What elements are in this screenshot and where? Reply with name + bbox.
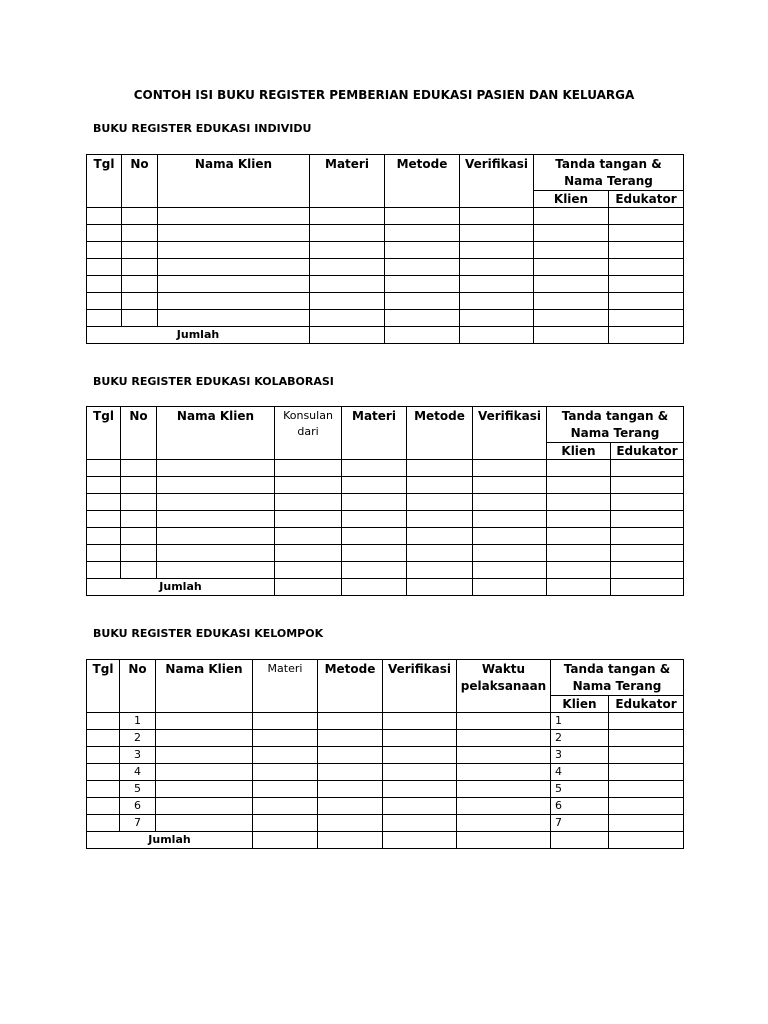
document-title: CONTOH ISI BUKU REGISTER PEMBERIAN EDUKASI PASIEN DAN KELUARGA [133,88,635,102]
table-cell[interactable] [609,259,684,276]
table-cell[interactable] [318,747,383,764]
table-cell[interactable] [385,327,460,344]
table-cell[interactable] [87,562,121,579]
header-nama-klien: Nama Klien [157,407,275,460]
table-cell[interactable] [253,730,318,747]
table-cell[interactable] [253,764,318,781]
header-tgl: Tgl [87,660,120,713]
table-cell[interactable] [473,460,547,477]
table-cell[interactable] [342,477,407,494]
header-materi: Materi [253,660,318,713]
table-cell[interactable] [609,832,684,849]
table-cell[interactable] [318,815,383,832]
table-cell[interactable] [275,545,342,562]
table-cell[interactable] [157,494,275,511]
header-edukator: Edukator [609,696,684,713]
table-row [87,494,684,511]
klien-number: 3 [551,747,609,764]
table-cell[interactable] [534,225,609,242]
table-row [87,208,684,225]
header-verifikasi: Verifikasi [473,407,547,460]
header-no: No [122,155,158,208]
table-cell[interactable] [275,562,342,579]
header-klien: Klien [547,443,611,460]
table-cell[interactable] [87,798,120,815]
table-cell[interactable] [460,242,534,259]
header-metode: Metode [318,660,383,713]
table-cell[interactable] [275,528,342,545]
table-cell[interactable] [87,730,120,747]
table-cell[interactable] [87,477,121,494]
table-cell[interactable] [609,815,684,832]
table-cell[interactable] [609,730,684,747]
table-cell[interactable] [385,225,460,242]
table-cell[interactable] [318,781,383,798]
table-cell[interactable] [460,327,534,344]
row-number: 5 [120,781,156,798]
table-cell[interactable] [609,713,684,730]
table-cell[interactable] [385,208,460,225]
table-cell[interactable] [87,208,122,225]
klien-number: 6 [551,798,609,815]
table-cell[interactable] [310,259,385,276]
table-cell[interactable] [122,293,158,310]
table-cell[interactable] [157,477,275,494]
table-cell[interactable] [87,545,121,562]
table-cell[interactable] [534,259,609,276]
table-cell[interactable] [457,781,551,798]
table-cell[interactable] [156,815,253,832]
table-cell[interactable] [457,764,551,781]
table-kelompok-body [87,713,684,849]
table-cell[interactable] [158,259,310,276]
table-cell[interactable] [611,562,684,579]
table-cell[interactable] [547,562,611,579]
header-edukator: Edukator [609,191,684,208]
table-cell[interactable] [156,781,253,798]
table-row [87,815,684,832]
table-cell[interactable] [383,747,457,764]
table-cell[interactable] [318,730,383,747]
table-cell[interactable] [318,798,383,815]
table-cell[interactable] [460,225,534,242]
table-cell[interactable] [87,815,120,832]
header-klien: Klien [534,191,609,208]
table-cell[interactable] [385,259,460,276]
table-cell[interactable] [121,511,157,528]
klien-number: 4 [551,764,609,781]
header-edukator: Edukator [611,443,684,460]
table-cell[interactable] [383,713,457,730]
table-cell[interactable] [534,242,609,259]
table-cell[interactable] [611,528,684,545]
table-cell[interactable] [407,494,473,511]
table-cell[interactable] [383,798,457,815]
table-cell[interactable] [342,579,407,596]
table-cell[interactable] [460,208,534,225]
table-cell[interactable] [342,545,407,562]
table-cell[interactable] [473,477,547,494]
table-cell[interactable] [158,208,310,225]
table-cell[interactable] [534,208,609,225]
table-cell[interactable] [121,494,157,511]
row-number: 3 [120,747,156,764]
header-waktu-pelaksanaan: Waktu pelaksanaan [457,660,551,713]
table-cell[interactable] [460,310,534,327]
table-row [87,713,684,730]
table-cell[interactable] [87,460,121,477]
table-cell[interactable] [310,310,385,327]
table-cell[interactable] [310,225,385,242]
table-cell[interactable] [383,730,457,747]
table-cell[interactable] [611,545,684,562]
table-row [87,477,684,494]
jumlah-row [87,832,684,849]
table-cell[interactable] [609,781,684,798]
table-cell[interactable] [310,208,385,225]
table-row [87,460,684,477]
table-cell[interactable] [121,545,157,562]
table-cell[interactable] [473,494,547,511]
table-cell[interactable] [611,494,684,511]
table-cell[interactable] [460,293,534,310]
table-cell[interactable] [460,259,534,276]
table-cell[interactable] [122,259,158,276]
table-row [87,562,684,579]
table-cell[interactable] [457,730,551,747]
table-cell[interactable] [457,832,551,849]
row-number: 2 [120,730,156,747]
jumlah-label: Jumlah [87,579,275,596]
table-kelompok [86,659,684,849]
table-cell[interactable] [611,511,684,528]
table-cell[interactable] [407,528,473,545]
table-cell[interactable] [157,545,275,562]
table-cell[interactable] [457,713,551,730]
header-konsulan-dari: Konsulan dari [275,407,342,460]
header-materi: Materi [342,407,407,460]
table-cell[interactable] [318,764,383,781]
table-cell[interactable] [156,764,253,781]
table-cell[interactable] [385,276,460,293]
table-cell[interactable] [310,327,385,344]
table-cell[interactable] [87,494,121,511]
table-cell[interactable] [342,511,407,528]
header-klien: Klien [551,696,609,713]
table-cell[interactable] [473,562,547,579]
table-cell[interactable] [383,764,457,781]
table-cell[interactable] [122,242,158,259]
table-cell[interactable] [157,511,275,528]
table-individu-body [87,208,684,344]
table-cell[interactable] [121,562,157,579]
table-row [87,528,684,545]
row-number: 7 [120,815,156,832]
table-cell[interactable] [385,310,460,327]
table-row [87,259,684,276]
table-cell[interactable] [87,747,120,764]
table-cell[interactable] [407,511,473,528]
table-cell[interactable] [275,511,342,528]
table-cell[interactable] [383,815,457,832]
table-cell[interactable] [253,781,318,798]
table-cell[interactable] [534,327,609,344]
table-cell[interactable] [157,528,275,545]
table-cell[interactable] [534,276,609,293]
table-cell[interactable] [158,276,310,293]
table-cell[interactable] [609,242,684,259]
table-cell[interactable] [310,276,385,293]
jumlah-label: Jumlah [87,327,310,344]
table-cell[interactable] [407,579,473,596]
klien-number: 2 [551,730,609,747]
table-cell[interactable] [385,242,460,259]
table-cell[interactable] [158,293,310,310]
table-row [87,511,684,528]
table-cell[interactable] [534,293,609,310]
table-cell[interactable] [157,562,275,579]
table-cell[interactable] [87,310,122,327]
table-cell[interactable] [87,293,122,310]
table-cell[interactable] [407,477,473,494]
table-cell[interactable] [457,798,551,815]
table-row [87,730,684,747]
table-cell[interactable] [253,747,318,764]
table-row [87,764,684,781]
table-cell[interactable] [87,781,120,798]
table-cell[interactable] [547,579,611,596]
table-row [87,276,684,293]
table-cell[interactable] [547,528,611,545]
row-number: 1 [120,713,156,730]
header-tgl: Tgl [87,155,122,208]
header-verifikasi: Verifikasi [460,155,534,208]
table-cell[interactable] [156,713,253,730]
table-kolaborasi [86,406,684,596]
table-cell[interactable] [87,242,122,259]
table-cell[interactable] [457,747,551,764]
header-tanda-tangan: Tanda tangan & Nama Terang [551,660,684,696]
section-title-kolaborasi: BUKU REGISTER EDUKASI KOLABORASI [93,375,334,388]
table-cell[interactable] [122,276,158,293]
table-cell[interactable] [547,494,611,511]
table-row [87,747,684,764]
table-cell[interactable] [473,528,547,545]
table-cell[interactable] [156,730,253,747]
table-cell[interactable] [547,545,611,562]
table-row [87,781,684,798]
table-cell[interactable] [342,528,407,545]
table-row [87,293,684,310]
table-row [87,545,684,562]
klien-number: 5 [551,781,609,798]
table-row [87,242,684,259]
table-cell[interactable] [87,511,121,528]
table-cell[interactable] [609,208,684,225]
table-cell[interactable] [275,460,342,477]
row-number: 4 [120,764,156,781]
table-cell[interactable] [87,225,122,242]
table-individu [86,154,684,344]
table-cell[interactable] [121,460,157,477]
table-cell[interactable] [609,798,684,815]
table-cell[interactable] [609,764,684,781]
jumlah-label: Jumlah [87,832,253,849]
table-cell[interactable] [473,579,547,596]
table-row [87,225,684,242]
table-cell[interactable] [611,579,684,596]
table-cell[interactable] [275,494,342,511]
klien-number: 7 [551,815,609,832]
table-cell[interactable] [534,310,609,327]
table-cell[interactable] [122,310,158,327]
table-cell[interactable] [310,293,385,310]
row-number: 6 [120,798,156,815]
header-tanda-tangan: Tanda tangan & Nama Terang [534,155,684,191]
header-materi: Materi [310,155,385,208]
table-cell[interactable] [407,562,473,579]
table-cell[interactable] [310,242,385,259]
table-cell[interactable] [158,225,310,242]
table-cell[interactable] [253,832,318,849]
section-title-kelompok: BUKU REGISTER EDUKASI KELOMPOK [93,627,324,640]
table-cell[interactable] [87,276,122,293]
table-cell[interactable] [158,242,310,259]
table-cell[interactable] [342,460,407,477]
header-nama-klien: Nama Klien [156,660,253,713]
table-cell[interactable] [551,832,609,849]
table-cell[interactable] [121,477,157,494]
table-cell[interactable] [383,781,457,798]
table-cell[interactable] [460,276,534,293]
section-title-individu: BUKU REGISTER EDUKASI INDIVIDU [93,122,312,135]
table-cell[interactable] [318,713,383,730]
table-cell[interactable] [473,511,547,528]
table-cell[interactable] [87,713,120,730]
table-cell[interactable] [609,747,684,764]
table-cell[interactable] [121,528,157,545]
table-row [87,310,684,327]
header-metode: Metode [385,155,460,208]
klien-number: 1 [551,713,609,730]
table-cell[interactable] [275,579,342,596]
table-cell[interactable] [609,225,684,242]
table-cell[interactable] [342,494,407,511]
table-row [87,798,684,815]
table-cell[interactable] [611,460,684,477]
header-no: No [121,407,157,460]
table-cell[interactable] [547,477,611,494]
table-cell[interactable] [87,259,122,276]
header-tanda-tangan: Tanda tangan & Nama Terang [547,407,684,443]
table-cell[interactable] [383,832,457,849]
table-cell[interactable] [253,798,318,815]
table-cell[interactable] [457,815,551,832]
table-cell[interactable] [609,276,684,293]
table-cell[interactable] [156,747,253,764]
table-cell[interactable] [275,477,342,494]
table-cell[interactable] [156,798,253,815]
header-nama-klien: Nama Klien [158,155,310,208]
header-tgl: Tgl [87,407,121,460]
table-cell[interactable] [407,545,473,562]
header-verifikasi: Verifikasi [383,660,457,713]
table-cell[interactable] [385,293,460,310]
table-cell[interactable] [122,225,158,242]
table-kolaborasi-body [87,460,684,596]
table-cell[interactable] [407,460,473,477]
table-cell[interactable] [87,764,120,781]
table-cell[interactable] [342,562,407,579]
table-cell[interactable] [253,713,318,730]
table-cell[interactable] [87,528,121,545]
jumlah-row [87,579,684,596]
table-cell[interactable] [609,327,684,344]
table-cell[interactable] [547,511,611,528]
table-cell[interactable] [318,832,383,849]
table-cell[interactable] [611,477,684,494]
table-cell[interactable] [158,310,310,327]
table-cell[interactable] [122,208,158,225]
table-cell[interactable] [547,460,611,477]
table-cell[interactable] [253,815,318,832]
table-cell[interactable] [609,310,684,327]
header-metode: Metode [407,407,473,460]
table-cell[interactable] [473,545,547,562]
table-cell[interactable] [157,460,275,477]
header-no: No [120,660,156,713]
jumlah-row [87,327,684,344]
table-cell[interactable] [609,293,684,310]
